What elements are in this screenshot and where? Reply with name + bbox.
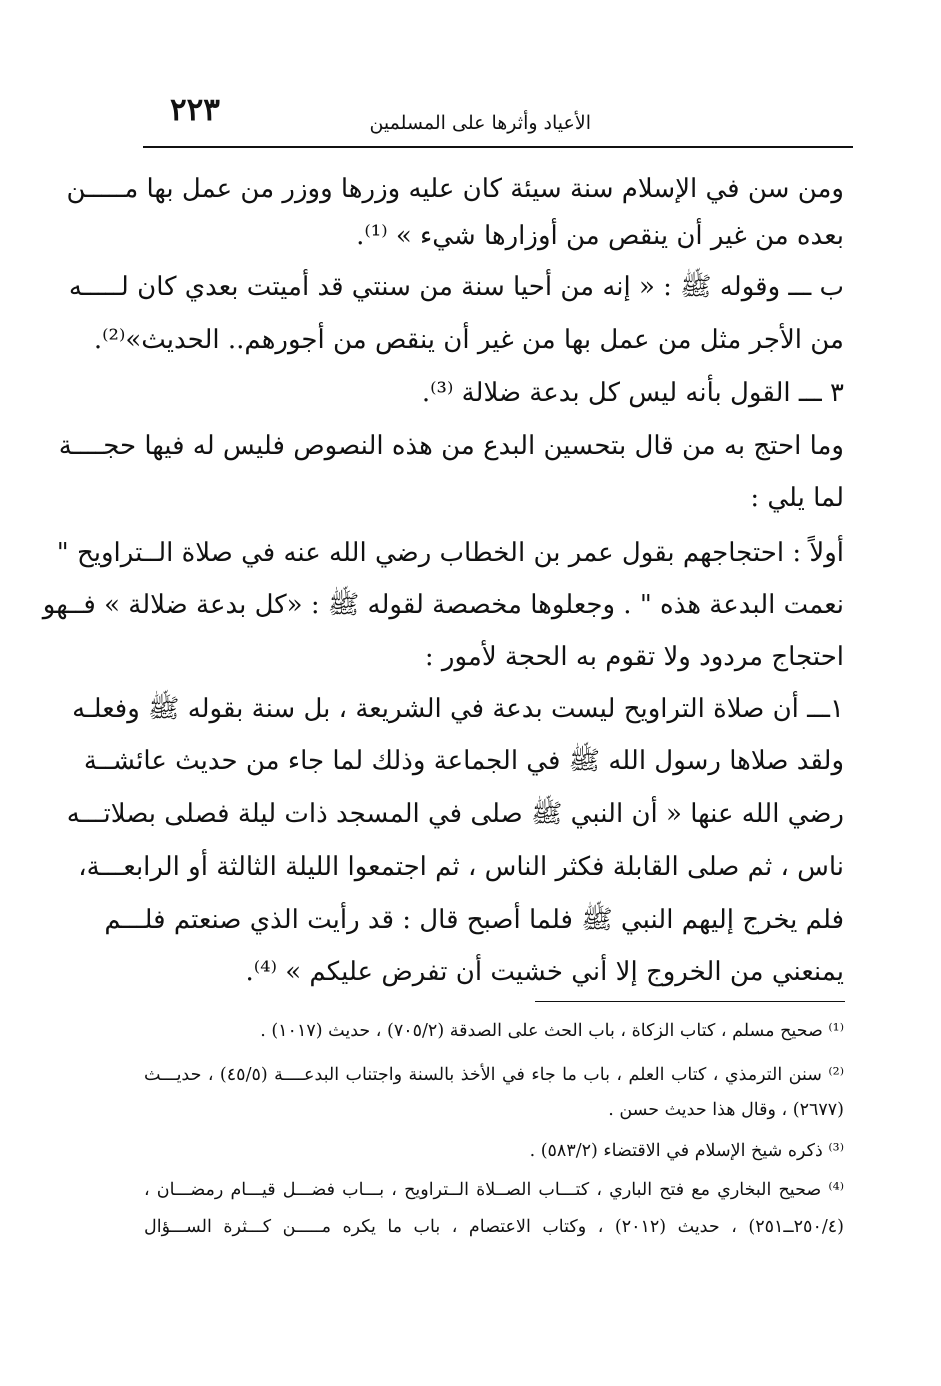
footnote-line: ⁽⁴⁾ صحيح البخاري مع فتح الباري ، كتـــاب الصــلاة الــتراويح ، بـــاب فضـــل قيـــام رمضـــان ،	[144, 1180, 844, 1200]
header-rule	[143, 146, 853, 148]
body-line: ب ـــ وقوله ﷺ : « إنه من أحيا سنة من سنتي قد أميتت بعدي كان لـــــه	[68, 272, 844, 302]
running-title: الأعياد وأثرها على المسلمين	[369, 112, 591, 134]
footnote-line: (٢٥٠/٤ــ٢٥١) ، حديث (٢٠١٢) ، وكتاب الاعتصام ، باب ما يكره مـــــن كـــثرة الســـؤال	[144, 1217, 844, 1237]
body-line: أولاً : احتجاجهم بقول عمر بن الخطاب رضي الله عنه في صلاة الــتراويح "	[56, 538, 844, 568]
footnote-line: (٢٦٧٧) ، وقال هذا حديث حسن .	[608, 1100, 844, 1120]
body-line: بعده من غير أن ينقص من أوزارها شيء » ⁽¹⁾.	[356, 221, 844, 251]
body-line: ٣ ـــ القول بأنه ليس كل بدعة ضلالة ⁽³⁾.	[421, 378, 844, 408]
body-line: رضي الله عنها « أن النبي ﷺ صلى في المسجد ذات ليلة فصلى بصلاتـــه	[66, 799, 844, 829]
body-line: ومن سن في الإسلام سنة سيئة كان عليه وزرها ووزر من عمل بها مـــــن	[66, 174, 844, 204]
body-line: نعمت البدعة هذه " . وجعلوها مخصصة لقوله ﷺ : «كل بدعة ضلالة » فــهو	[42, 590, 844, 620]
body-line: وما احتج به من قال بتحسين البدع من هذه النصوص فليس له فيها حجــــة	[58, 431, 844, 461]
body-line: يمنعني من الخروج إلا أني خشيت أن تفرض عليكم » ⁽⁴⁾.	[245, 957, 844, 987]
footnote-separator	[535, 1001, 845, 1002]
body-line: من الأجر مثل من عمل بها من غير أن ينقص من أجورهم.. الحديث»⁽²⁾.	[93, 325, 844, 355]
body-line: احتجاج مردود ولا تقوم به الحجة لأمور :	[424, 642, 844, 672]
footnote-line: ⁽¹⁾ صحيح مسلم ، كتاب الزكاة ، باب الحث على الصدقة (٧٠٥/٢) ، حديث (١٠١٧) .	[260, 1021, 844, 1041]
body-line: فلم يخرج إليهم النبي ﷺ فلما أصبح قال : قد رأيت الذي صنعتم فلـــم	[104, 905, 844, 935]
body-line: لما يلي :	[750, 483, 844, 513]
footnote-line: ⁽³⁾ ذكره شيخ الإسلام في الاقتضاء (٥٨٣/٢) .	[529, 1141, 844, 1161]
body-line: ١ـــ أن صلاة التراويح ليست بدعة في الشريعة ، بل سنة بقوله ﷺ وفعلـه	[72, 694, 844, 724]
body-line: ولقد صلاها رسول الله ﷺ في الجماعة وذلك لما جاء من حديث عائشــة	[83, 746, 844, 776]
page-number: ٢٢٣	[170, 92, 220, 128]
footnote-line: ⁽²⁾ سنن الترمذي ، كتاب العلم ، باب ما جاء في الأخذ بالسنة واجتناب البدعــــة (٤٥/٥) ، حديـــث	[144, 1065, 844, 1085]
body-line: ناس ، ثم صلى القابلة فكثر الناس ، ثم اجتمعوا الليلة الثالثة أو الرابعـــة،	[78, 852, 844, 882]
